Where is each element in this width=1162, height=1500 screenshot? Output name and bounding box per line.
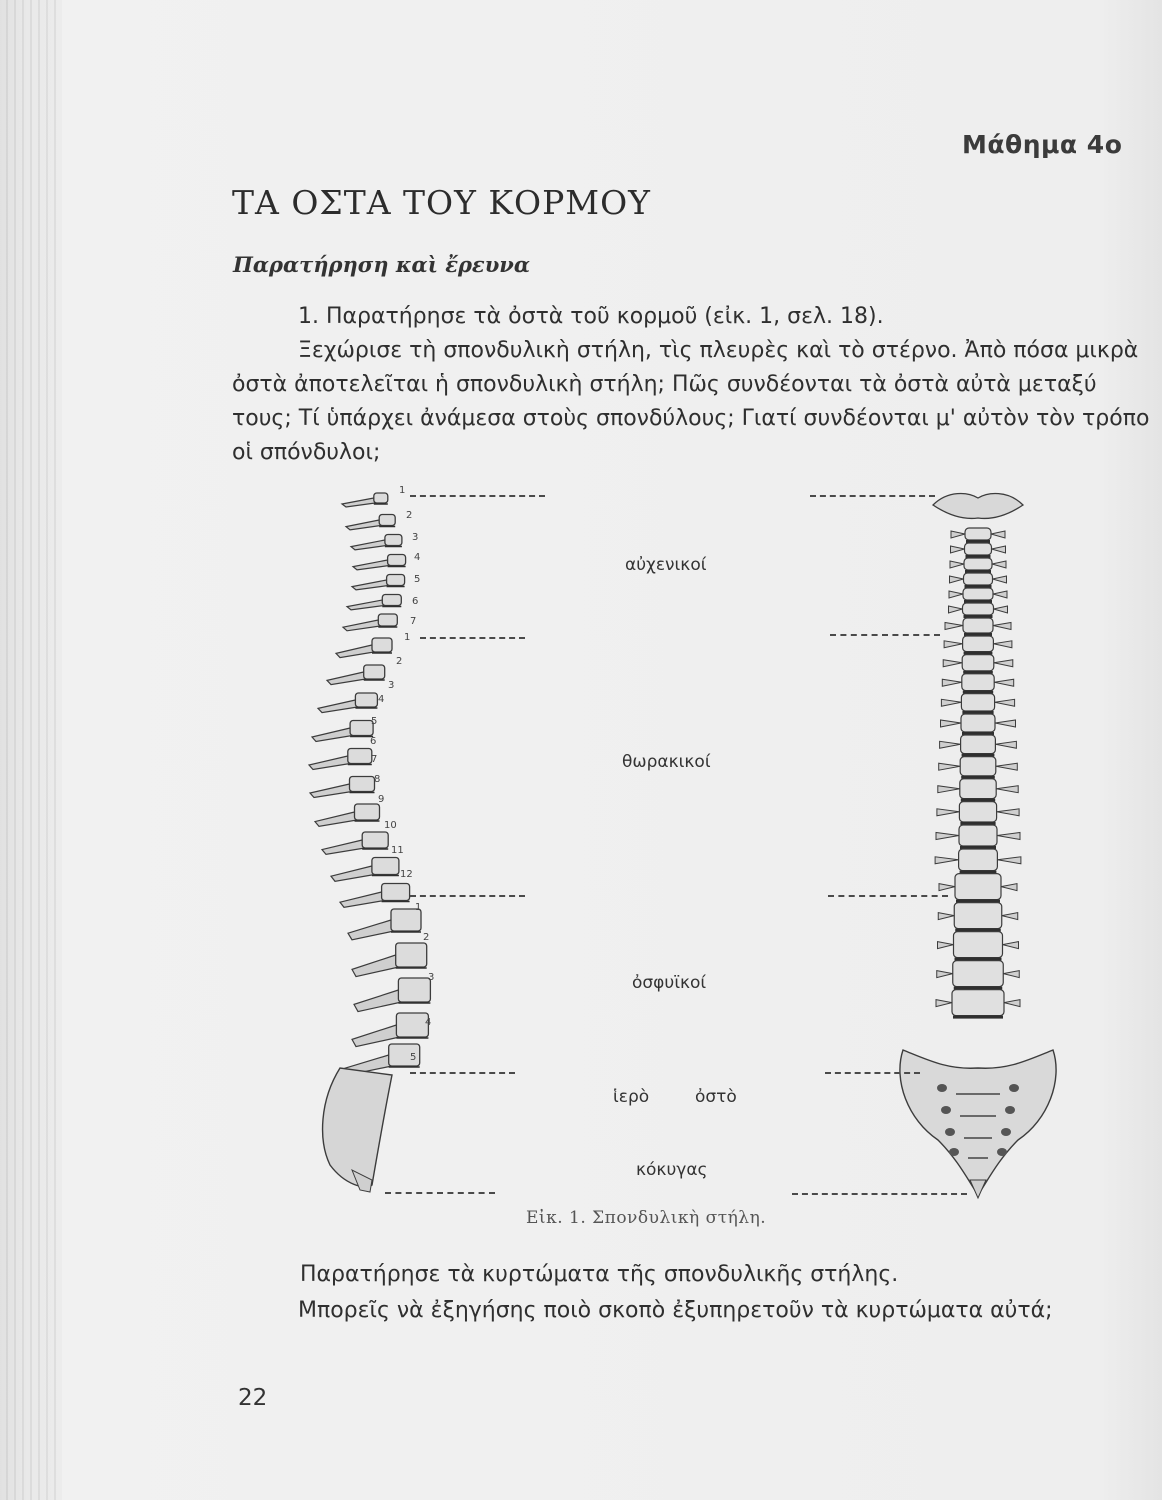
front-process	[950, 561, 964, 568]
lateral-vertebra	[385, 535, 402, 546]
front-process	[996, 763, 1018, 770]
front-process	[991, 531, 1005, 538]
front-process	[1004, 1000, 1020, 1007]
lateral-vertebra	[382, 595, 401, 606]
lumbar-number: 5	[410, 1052, 417, 1063]
lateral-spinous-process	[346, 520, 381, 530]
lateral-spinous-process	[343, 620, 380, 631]
front-process	[942, 679, 962, 686]
cervical-number: 2	[406, 510, 413, 521]
front-vertebra	[955, 874, 1001, 900]
front-process	[939, 763, 961, 770]
lumbar-number: 2	[423, 932, 430, 943]
lateral-spinous-process	[310, 784, 352, 798]
lateral-vertebra	[362, 832, 388, 848]
front-vertebra	[959, 802, 996, 822]
lumbar-number: 3	[428, 972, 435, 983]
lateral-sacrum	[323, 1068, 392, 1187]
front-vertebra	[960, 757, 996, 776]
front-sacrum	[900, 1050, 1056, 1195]
front-process	[941, 720, 962, 727]
front-process	[939, 884, 955, 891]
lateral-spinous-process	[352, 580, 388, 590]
guide-line-right-5	[792, 1193, 967, 1195]
lateral-vertebra	[350, 777, 375, 792]
guide-line-left-2	[420, 637, 525, 639]
front-process	[936, 833, 959, 840]
thoracic-number: 9	[378, 794, 385, 805]
sacral-foramen	[1001, 1128, 1011, 1136]
front-process	[995, 741, 1016, 748]
lateral-vertebra	[379, 515, 395, 526]
lateral-vertebra	[355, 804, 380, 820]
lateral-vertebra	[350, 721, 373, 736]
front-process	[1001, 884, 1017, 891]
guide-line-right-3	[828, 895, 948, 897]
front-process	[994, 606, 1008, 613]
front-vertebra	[961, 735, 996, 754]
guide-line-left-1	[410, 495, 545, 497]
cervical-number: 3	[412, 532, 419, 543]
thoracic-number: 6	[370, 736, 377, 747]
lateral-vertebra	[396, 943, 427, 967]
front-vertebra	[952, 990, 1004, 1016]
sacral-foramen	[1005, 1106, 1015, 1114]
front-process	[994, 679, 1014, 686]
label-coccyx: κόκυγας	[636, 1160, 708, 1180]
lateral-vertebra	[348, 749, 372, 764]
front-process	[995, 720, 1016, 727]
thoracic-number: 11	[391, 845, 404, 856]
cervical-number: 7	[410, 616, 417, 627]
lateral-spinous-process	[352, 955, 399, 977]
front-vertebra	[963, 603, 994, 615]
sacral-foramen	[937, 1084, 947, 1092]
front-process	[940, 741, 961, 748]
lateral-vertebra	[388, 555, 406, 566]
lateral-spinous-process	[353, 560, 389, 570]
front-process	[950, 576, 964, 583]
lateral-spinous-process	[348, 920, 394, 940]
sacral-foramen	[1009, 1084, 1019, 1092]
front-process	[938, 786, 960, 793]
front-process	[1002, 913, 1018, 920]
label-lumbar: ὀσφυϊκοί	[632, 973, 707, 993]
thoracic-number: 7	[371, 754, 378, 765]
front-vertebra	[963, 588, 993, 600]
front-process	[993, 641, 1012, 648]
front-atlas	[933, 494, 1023, 519]
front-process	[992, 561, 1006, 568]
guide-line-left-5	[385, 1192, 495, 1194]
lateral-vertebra	[355, 693, 377, 707]
guide-line-left-3	[410, 895, 525, 897]
lateral-vertebra	[398, 978, 430, 1002]
front-vertebra	[964, 573, 993, 585]
lateral-vertebra	[364, 665, 385, 679]
guide-line-right-1	[810, 495, 935, 497]
thoracic-number: 5	[371, 716, 378, 727]
lateral-spinous-process	[342, 498, 375, 507]
page-number: 22	[238, 1385, 268, 1411]
lumbar-number: 4	[425, 1017, 432, 1028]
closing-line-2: Μπορεῖς νὰ ἐξηγήσης ποιὸ σκοπὸ ἐξυπηρετοῦν τὰ κυρτώματα αὐτά;	[298, 1298, 1053, 1323]
front-process	[995, 699, 1015, 706]
lesson-header: Μάθημα 4ο	[962, 130, 1123, 159]
guide-line-left-4	[410, 1072, 515, 1074]
sacral-foramen	[997, 1148, 1007, 1156]
sacral-foramen	[941, 1106, 951, 1114]
thoracic-number: 2	[396, 656, 403, 667]
lateral-spinous-process	[318, 700, 358, 713]
front-process	[935, 857, 959, 864]
front-process	[1003, 971, 1019, 978]
thoracic-number: 10	[384, 820, 397, 831]
front-process	[938, 942, 954, 949]
front-process	[951, 546, 965, 553]
front-process	[937, 971, 953, 978]
front-process	[944, 641, 963, 648]
thoracic-number: 8	[374, 774, 381, 785]
front-process	[992, 546, 1006, 553]
lateral-vertebra	[382, 884, 410, 901]
lateral-vertebra	[387, 575, 405, 586]
lateral-spinous-process	[315, 812, 357, 826]
sacral-foramen	[949, 1148, 959, 1156]
sacral-foramen	[945, 1128, 955, 1136]
front-process	[951, 531, 965, 538]
front-vertebra	[954, 932, 1003, 958]
front-process	[993, 576, 1007, 583]
front-process	[993, 591, 1007, 598]
front-vertebra	[965, 543, 992, 555]
thoracic-number: 12	[400, 869, 413, 880]
front-process	[949, 606, 963, 613]
front-vertebra	[959, 849, 998, 871]
cervical-number: 6	[412, 596, 419, 607]
lateral-spinous-process	[351, 540, 387, 550]
lateral-vertebra	[374, 493, 388, 503]
front-vertebra	[964, 558, 992, 570]
front-vertebra	[959, 825, 997, 846]
front-vertebra	[961, 714, 995, 732]
front-vertebra	[961, 694, 994, 711]
label-sacrum-2: ὀστὸ	[695, 1087, 737, 1107]
lateral-vertebra	[372, 638, 392, 652]
front-vertebra	[962, 655, 994, 671]
front-vertebra	[953, 961, 1004, 987]
guide-line-right-2	[830, 634, 940, 636]
lateral-spinous-process	[327, 672, 366, 685]
thoracic-number: 1	[404, 632, 411, 643]
thoracic-number: 4	[378, 694, 385, 705]
lumbar-number: 1	[415, 902, 422, 913]
front-process	[997, 809, 1020, 816]
front-process	[1003, 942, 1019, 949]
chapter-title: ΤΑ ΟΣΤΑ ΤΟΥ ΚΟΡΜΟΥ	[232, 183, 651, 222]
cervical-number: 1	[399, 485, 406, 496]
intro-line-1: 1. Παρατήρησε τὰ ὀστὰ τοῦ κορμοῦ (εἰκ. 1, σελ. 18).	[298, 304, 884, 329]
lateral-vertebra	[378, 614, 397, 626]
front-process	[937, 809, 960, 816]
intro-questions: Ξεχώρισε τὴ σπονδυλικὴ στήλη, τὶς πλευρὲς καὶ τὸ στέρνο. Ἀπὸ πόσα μικρὰ ὀστὰ ἀποτελεῖται ἡ σπονδυλικὴ στήλη; Πῶς συνδέονται τὰ ὀστὰ αὐτὰ μεταξύ τους; Τί ὑπάρχει ἀνάμεσα στοὺς σπονδύλους; Γιατί συνδέονται μ' αὐτὸν τὸν τρόπο οἱ σπόνδυλοι;	[232, 338, 1150, 465]
front-process	[938, 913, 954, 920]
figure-caption: Εἰκ. 1. Σπονδυλικὴ στήλη.	[526, 1208, 767, 1228]
lateral-vertebra	[396, 1013, 428, 1037]
lateral-spinous-process	[336, 645, 374, 658]
closing-line-1: Παρατήρησε τὰ κυρτώματα τῆς σπονδυλικῆς στήλης.	[300, 1262, 899, 1287]
guide-line-right-4	[825, 1072, 920, 1074]
lateral-spinous-process	[312, 728, 352, 742]
front-vertebra	[963, 636, 994, 652]
front-vertebra	[962, 674, 994, 691]
front-vertebra	[960, 779, 996, 799]
front-coccyx	[970, 1180, 986, 1198]
label-thoracic: θωρακικοί	[622, 752, 711, 772]
front-process	[949, 591, 963, 598]
front-disc	[953, 1016, 1003, 1019]
front-process	[997, 857, 1021, 864]
front-vertebra	[954, 903, 1002, 929]
section-subheading: Παρατήρηση καὶ ἔρευνα	[233, 252, 530, 277]
front-vertebra	[965, 528, 991, 540]
lateral-spinous-process	[322, 840, 365, 854]
front-process	[945, 623, 963, 630]
cervical-number: 4	[414, 552, 421, 563]
thoracic-number: 3	[388, 680, 395, 691]
lateral-spinous-process	[340, 892, 384, 907]
lateral-spinous-process	[354, 990, 402, 1012]
lateral-spinous-process	[331, 866, 375, 881]
cervical-number: 5	[414, 574, 421, 585]
lateral-vertebra	[372, 858, 399, 875]
front-process	[993, 623, 1011, 630]
front-process	[994, 660, 1013, 667]
lateral-spinous-process	[309, 756, 350, 770]
label-cervical: αὐχενικοί	[625, 555, 707, 575]
front-process	[997, 833, 1020, 840]
front-process	[936, 1000, 952, 1007]
front-process	[941, 699, 961, 706]
front-process	[996, 786, 1018, 793]
label-sacrum-1: ἱερὸ	[613, 1087, 650, 1107]
lateral-spinous-process	[347, 600, 384, 610]
front-vertebra	[963, 618, 993, 633]
front-process	[943, 660, 962, 667]
